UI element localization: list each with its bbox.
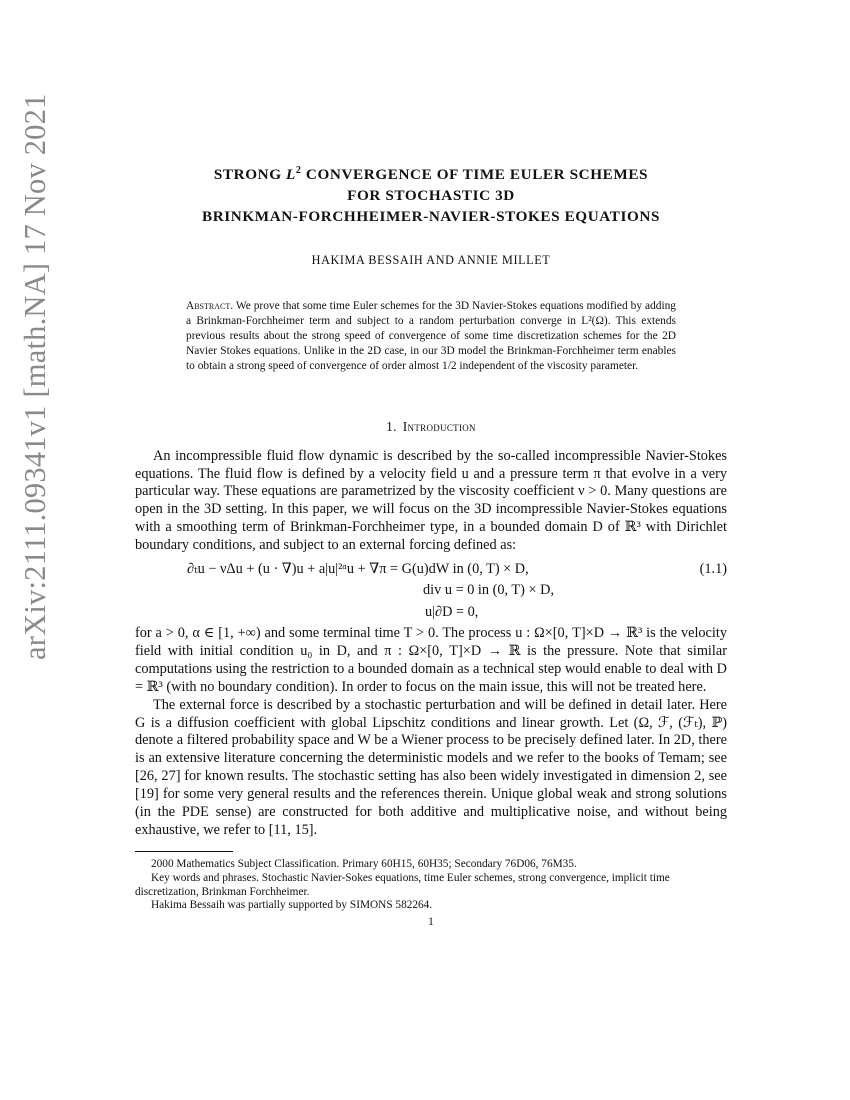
equation-number: (1.1) [699, 561, 727, 578]
section-number: 1. [386, 418, 397, 434]
footnote-rule [135, 851, 233, 852]
title-line-3: BRINKMAN-FORCHHEIMER-NAVIER-STOKES EQUATIONS [201, 208, 661, 226]
equation-1-1 [135, 561, 727, 625]
equation-line-2: div u = 0 in (0, T) × D, [423, 582, 555, 599]
footnote-keywords: Key words and phrases. Stochastic Navier-Sokes equations, time Euler schemes, strong convergence, implicit time discretization, Brinkman Forchheimer. [135, 871, 670, 898]
equation-line-3: u|∂D = 0, [425, 604, 479, 621]
abstract-label: Abstract. [186, 300, 234, 313]
authors: HAKIMA BESSAIH AND ANNIE MILLET [311, 253, 551, 268]
paragraph-1: An incompressible fluid flow dynamic is described by the so-called incompressible Navier-Stokes equations. The fluid flow is defined by a velocity field u and a pressure term π that evolve in a very particular way. These equations are parametrized by the viscosity coefficient ν > 0. Many questions are open in the 3D setting. In this paper, we will focus on the 3D incompressible Navier-Stokes equations with a smoothing term of Brinkman-Forchheimer type, in a bounded domain D of ℝ³ with Dirichlet boundary conditions, and subject to an external forcing defined as: [135, 447, 727, 554]
footnote-support: Hakima Bessaih was partially supported by SIMONS 582264. [151, 899, 433, 912]
footnotes [135, 858, 727, 913]
title-line-1: STRONG $L^2$ CONVERGENCE OF TIME EULER SCHEMES [213, 165, 649, 184]
page-number: 1 [428, 916, 434, 929]
abstract-text: We prove that some time Euler schemes for the 3D Navier-Stokes equations modified by adding a Brinkman-Forchheimer term and subject to a random perturbation converge in L²(Ω). This extends previous results about the strong speed of convergence of some time discretization schemes for the 2D Navier Stokes equations. Unlike in the 2D case, in our 3D model the Brinkman-Forchheimer term enables to obtain a strong speed of convergence of order almost 1/2 independent of the viscosity parameter. [186, 300, 676, 372]
paper-title [135, 160, 727, 227]
arxiv-identifier: arXiv:2111.09341v1 [math.NA] 17 Nov 2021 [18, 93, 52, 660]
footnote-msc: 2000 Mathematics Subject Classification. Primary 60H15, 60H35; Secondary 76D06, 76M35. [151, 857, 577, 870]
title-line-2: FOR STOCHASTIC 3D [347, 187, 515, 205]
paragraph-3: The external force is described by a stochastic perturbation and will be defined in detail later. Here G is a diffusion coefficient with global Lipschitz conditions and linear growth. Let (Ω, ℱ, (ℱₜ), ℙ) denote a filtered probability space and W be a Wiener process to be precisely defined later. In 2D, there is an extensive literature concerning the deterministic models and we refer to the books of Temam; see [26, 27] for known results. The stochastic setting has also been widely investigated in dimension 2, see [19] for some very general results and the references therein. Unique global weak and strong solutions (in the PDE sense) are constructed for both additive and multiplicative noise, and without being exhaustive, we refer to [11, 15]. [135, 696, 727, 838]
section-heading [135, 419, 727, 435]
equation-line-1: ∂ₜu − νΔu + (u · ∇)u + a|u|²ᵅu + ∇π = G(u)dW in (0, T) × D, [187, 561, 529, 578]
paragraph-2: for a > 0, α ∈ [1, +∞) and some terminal time T > 0. The process u : Ω×[0, T]×D → ℝ³ is the velocity field with initial condition u₀ in D, and π : Ω×[0, T]×D → ℝ is the pressure. Note that similar computations using the restriction to a bounded domain as a technical step would enable to deal with D = ℝ³ (with no boundary condition). In order to focus on the main issue, this will not be treated here. [135, 625, 727, 695]
page-content [135, 160, 727, 928]
abstract [186, 299, 676, 374]
section-name: Introduction [402, 418, 476, 434]
